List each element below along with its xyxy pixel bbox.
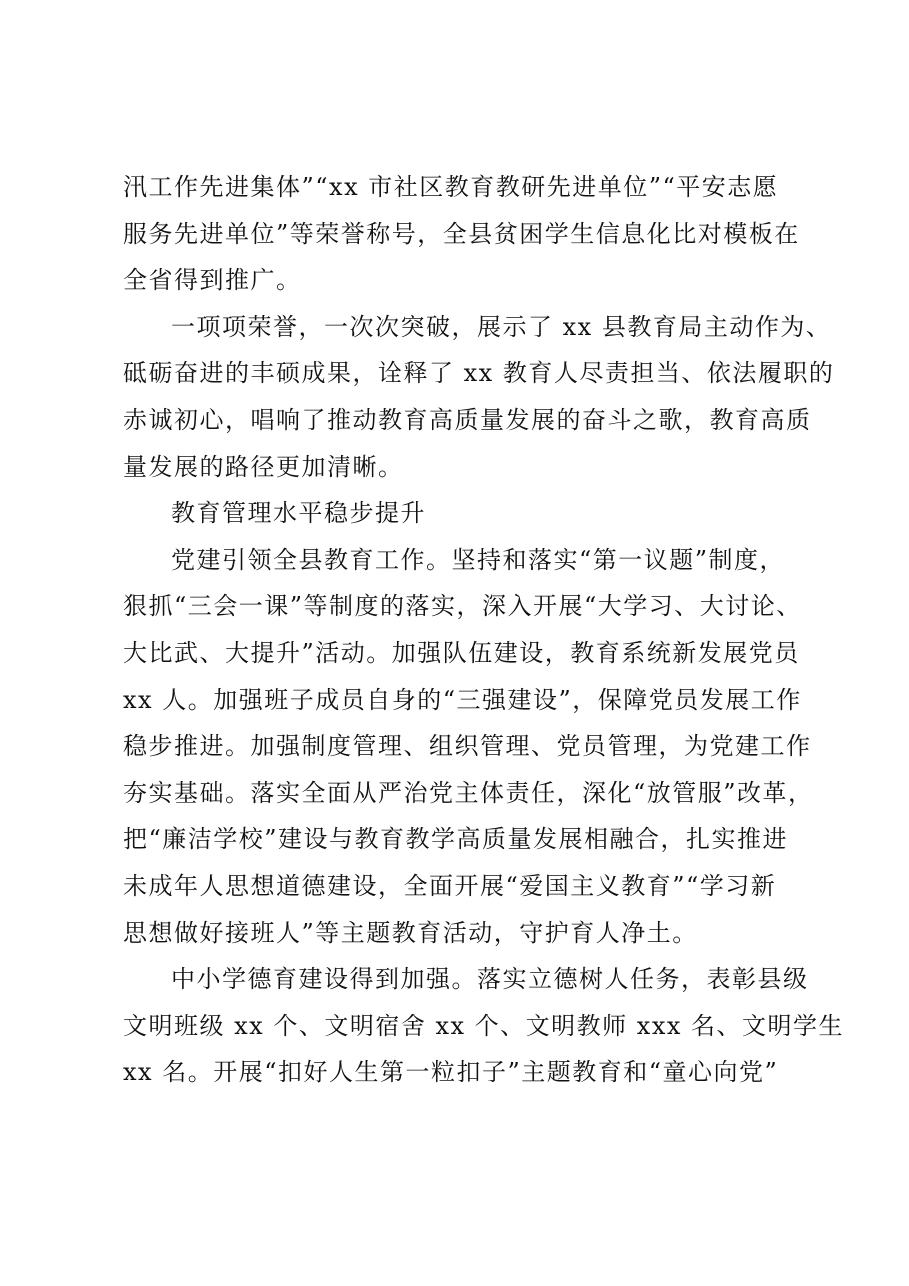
paragraph-3-line-3: 大比武、大提升”活动。加强队伍建设，教育系统新发展党员 <box>123 638 800 667</box>
paragraph-3-line-1: 党建引领全县教育工作。坚持和落实“第一议题”制度， <box>171 545 786 574</box>
paragraph-2-line-1: 一项项荣誉，一次次突破，展示了 xx 县教育局主动作为、 <box>171 312 832 341</box>
paragraph-3-line-6: 夯实基础。落实全面从严治党主体责任，深化“放管服”改革， <box>123 778 814 807</box>
paragraph-3-line-8: 未成年人思想道德建设，全面开展“爱国主义教育”“学习新 <box>123 871 777 900</box>
paragraph-4-line-3: xx 名。开展“扣好人生第一粒扣子”主题教育和“童心向党” <box>123 1058 779 1087</box>
paragraph-2-line-2: 砥砺奋进的丰硕成果，诠释了 xx 教育人尽责担当、依法履职的 <box>123 359 835 388</box>
paragraph-3-line-7: 把“廉洁学校”建设与教育教学高质量发展相融合，扎实推进 <box>123 825 789 854</box>
paragraph-2-line-3: 赤诚初心，唱响了推动教育高质量发展的奋斗之歌，教育高质 <box>123 405 812 434</box>
paragraph-3-line-9: 思想做好接班人”等主题教育活动，守护育人净土。 <box>123 918 698 947</box>
paragraph-4-line-1: 中小学德育建设得到加强。落实立德树人任务，表彰县级 <box>171 965 809 994</box>
paragraph-2-line-4: 量发展的路径更加清晰。 <box>123 452 404 481</box>
paragraph-4-line-2: 文明班级 xx 个、文明宿舍 xx 个、文明教师 xxx 名、文明学生 <box>123 1011 845 1040</box>
paragraph-3-line-4: xx 人。加强班子成员自身的“三强建设”，保障党员发展工作 <box>123 685 802 714</box>
paragraph-1-line-2: 服务先进单位”等荣誉称号，全县贫困学生信息化比对模板在 <box>123 219 800 248</box>
paragraph-1-line-3: 全省得到推广。 <box>123 266 302 295</box>
section-heading: 教育管理水平稳步提升 <box>171 499 426 528</box>
paragraph-1-line-1: 汛工作先进集体”“xx 市社区教育教研先进单位”“平安志愿 <box>123 173 779 201</box>
paragraph-3-line-5: 稳步推进。加强制度管理、组织管理、党员管理，为党建工作 <box>123 732 812 761</box>
body-text <box>123 164 845 1096</box>
paragraph-3-line-2: 狠抓“三会一课”等制度的落实，深入开展“大学习、大讨论、 <box>123 592 802 621</box>
